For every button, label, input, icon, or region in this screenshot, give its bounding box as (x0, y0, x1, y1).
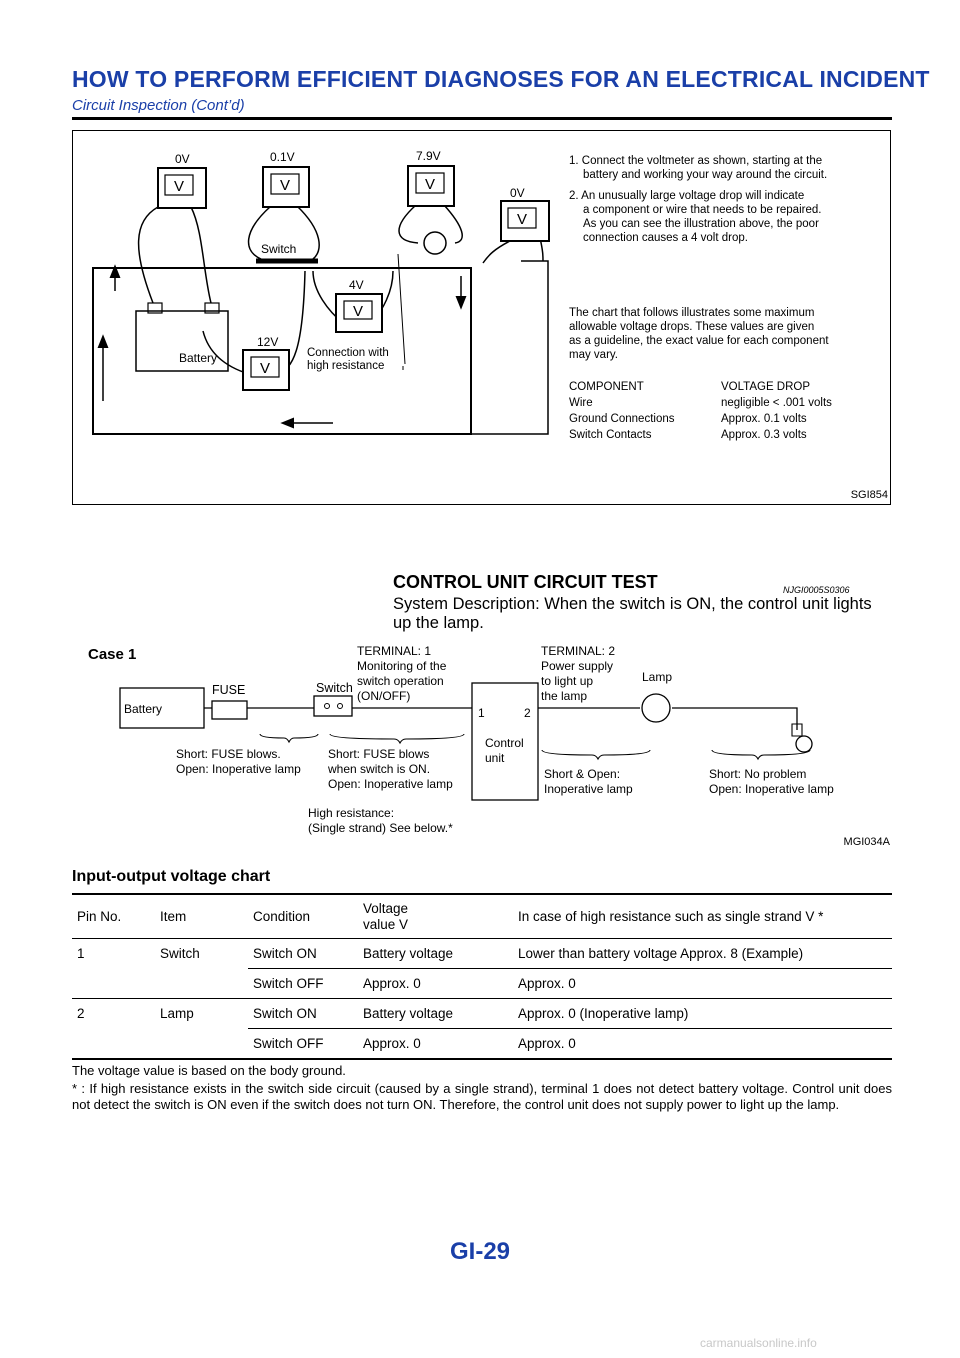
table-cell: Switch (160, 946, 200, 962)
table-cell (72, 1029, 155, 1060)
terminal-1-note (357, 644, 447, 703)
voltage-drop-diagram (73, 131, 890, 504)
high-resistance-line: High resistance: (308, 806, 395, 820)
instruction-line: 2. An unusually large voltage drop will indicate (569, 190, 805, 202)
lamp-bulb (424, 232, 446, 254)
instruction-line: As you can see the illustration above, the poor (583, 218, 819, 230)
figure-id: SGI854 (850, 489, 888, 501)
voltmeter-6-reading: 12V (257, 335, 279, 349)
drop-table-cell: negligible < .001 volts (721, 397, 832, 409)
lamp-symbol (642, 694, 670, 722)
terminal-2-line: TERMINAL: 2 (541, 644, 616, 658)
table-cell: 1 (77, 946, 85, 962)
drop-table-cell: Ground Connections (569, 413, 675, 425)
ground-note-line: Open: Inoperative lamp (709, 782, 834, 796)
fuse-label: FUSE (212, 683, 246, 697)
table-cell: Battery voltage (358, 939, 513, 969)
table-cell: Approx. 0 (513, 1029, 892, 1060)
table-cell (155, 969, 248, 999)
voltage-chart-table (72, 893, 892, 1060)
terminal-2-line: to light up (541, 674, 594, 688)
control-unit-label: unit (485, 751, 505, 765)
voltmeter-5-symbol: V (352, 303, 364, 320)
voltage-chart-title: Input-output voltage chart (72, 868, 271, 885)
figure-id: MGI034A (843, 836, 890, 848)
drop-table-cell: Approx. 0.3 volts (721, 429, 807, 441)
lamp-label: Lamp (642, 670, 673, 684)
voltmeter-3-symbol: V (424, 176, 436, 193)
terminal-2-line: Power supply (541, 659, 614, 673)
battery-label: Battery (179, 351, 218, 365)
voltmeter-2-symbol: V (279, 177, 291, 194)
voltmeter-4-symbol: V (516, 211, 528, 228)
voltmeter-2-reading: 0.1V (270, 150, 295, 164)
table-cell: Approx. 0 (358, 1029, 513, 1060)
switch-note-line: Short: FUSE blows (328, 747, 430, 761)
terminal-1-line: switch operation (357, 674, 444, 688)
fuse-note-line: Open: Inoperative lamp (176, 762, 301, 776)
case-label: Case 1 (88, 646, 137, 663)
footnote: * : If high resistance exists in the switch side circuit (caused by a single strand), terminal 1 does not detect battery voltage. Control unit does not detect the switch is ON even if the switch does not turn ON. Therefore, the control unit does not supply power to light up the lamp. (72, 1081, 892, 1112)
table-cell: Approx. 0 (513, 969, 892, 999)
ground-return-wire (471, 261, 548, 434)
instruction-line: 1. Connect the voltmeter as shown, starting at the (569, 155, 823, 167)
terminal-1-line: Monitoring of the (357, 659, 447, 673)
switch-note-line: when switch is ON. (328, 762, 431, 776)
system-description: System Description: When the switch is ON, the control unit lights up the lamp. (393, 595, 872, 632)
control-unit-label: Control (485, 736, 524, 750)
header-voltage: Voltage (363, 900, 409, 916)
voltmeter-5-reading: 4V (349, 278, 364, 292)
instruction-line: a component or wire that needs to be repaired. (583, 204, 822, 216)
table-cell: Approx. 0 (Inoperative lamp) (513, 999, 892, 1029)
connection-label-1: Connection with (307, 347, 389, 359)
table-cell: Switch OFF (248, 969, 358, 999)
table-row (72, 1029, 892, 1060)
drop-table-cell: Wire (569, 397, 593, 409)
chart-intro-line: The chart that follows illustrates some maximum (569, 307, 815, 319)
chart-intro-line: as a guideline, the exact value for each component (569, 335, 829, 347)
header-rule (72, 117, 892, 120)
table-header-row (72, 894, 892, 939)
battery-label: Battery (124, 702, 163, 716)
terminal-2-note (541, 644, 615, 703)
switch-label: Switch (316, 681, 353, 695)
table-cell: Lamp (160, 1006, 194, 1022)
pin-2-label: 2 (524, 706, 531, 720)
voltmeter-3-reading: 7.9V (416, 149, 441, 163)
high-resistance-line: (Single strand) See below.* (308, 821, 453, 835)
table-cell: Switch ON (248, 939, 358, 969)
watermark: carmanualsonline.info (700, 1336, 817, 1350)
voltage-drop-figure (72, 130, 891, 505)
fuse-note-line: Short: FUSE blows. (176, 747, 281, 761)
terminal-2-line: the lamp (541, 689, 588, 703)
header-value: value V (363, 916, 409, 932)
terminal-1-line: TERMINAL: 1 (357, 644, 432, 658)
table-cell: Battery voltage (358, 999, 513, 1029)
circuit-wire (204, 708, 797, 730)
page-header-title: HOW TO PERFORM EFFICIENT DIAGNOSES FOR AN ELECTRICAL INCIDENT (72, 66, 930, 92)
wire-note-line: Inoperative lamp (544, 782, 633, 796)
instruction-text (569, 155, 832, 441)
section-title: CONTROL UNIT CIRCUIT TEST (393, 572, 658, 592)
terminal-1-line: (ON/OFF) (357, 689, 411, 703)
table-row (72, 999, 892, 1029)
page-header-subtitle: Circuit Inspection (Cont’d) (72, 97, 245, 114)
table-cell (155, 1029, 248, 1060)
header-cell: In case of high resistance such as single strand V * (513, 894, 892, 939)
high-resistance-note (308, 806, 453, 835)
table-row (72, 969, 892, 999)
drop-table-header: VOLTAGE DROP (721, 381, 811, 393)
table-cell (72, 969, 155, 999)
page-number: GI-29 (449, 1238, 511, 1265)
ground-note-line: Short: No problem (709, 767, 807, 781)
pin-1-label: 1 (478, 706, 485, 720)
drop-table-cell: Switch Contacts (569, 429, 652, 441)
instruction-line: battery and working your way around the circuit. (583, 169, 828, 181)
instruction-line: connection causes a 4 volt drop. (583, 232, 748, 244)
table-cell: Lower than battery voltage Approx. 8 (Example) (513, 939, 892, 969)
voltmeter-1-reading: 0V (175, 152, 190, 166)
fuse-note (176, 747, 301, 776)
table-cell: 2 (77, 1006, 85, 1022)
switch-label: Switch (261, 242, 297, 256)
header-cell: Condition (248, 894, 358, 939)
switch-note (327, 747, 453, 791)
switch-block (314, 696, 352, 716)
chart-intro-line: allowable voltage drops. These values are given (569, 321, 815, 333)
header-cell: Item (155, 894, 248, 939)
table-cell: Switch OFF (248, 1029, 358, 1060)
switch-note-line: Open: Inoperative lamp (328, 777, 453, 791)
voltmeter-4-reading: 0V (510, 186, 525, 200)
chart-intro-line: may vary. (569, 349, 618, 361)
voltmeter-6-symbol: V (259, 360, 271, 377)
drop-table-cell: Approx. 0.1 volts (721, 413, 807, 425)
wire-note (544, 767, 633, 796)
fuse-block (212, 701, 247, 719)
table-cell: Switch ON (248, 999, 358, 1029)
header-cell (358, 894, 513, 939)
voltmeter-1-symbol: V (173, 178, 185, 195)
table-cell: Approx. 0 (358, 969, 513, 999)
wire-note-line: Short & Open: (544, 767, 621, 781)
body-ground-note: The voltage value is based on the body ground. (72, 1063, 346, 1078)
section-code: NJGI0005S0306 (783, 585, 850, 595)
control-unit-diagram (72, 638, 892, 850)
connection-label-2: high resistance (307, 360, 385, 372)
ground-note (709, 767, 834, 796)
ground-symbol (796, 736, 812, 752)
table-row (72, 939, 892, 969)
drop-table-header: COMPONENT (569, 381, 644, 393)
header-cell: Pin No. (72, 894, 155, 939)
